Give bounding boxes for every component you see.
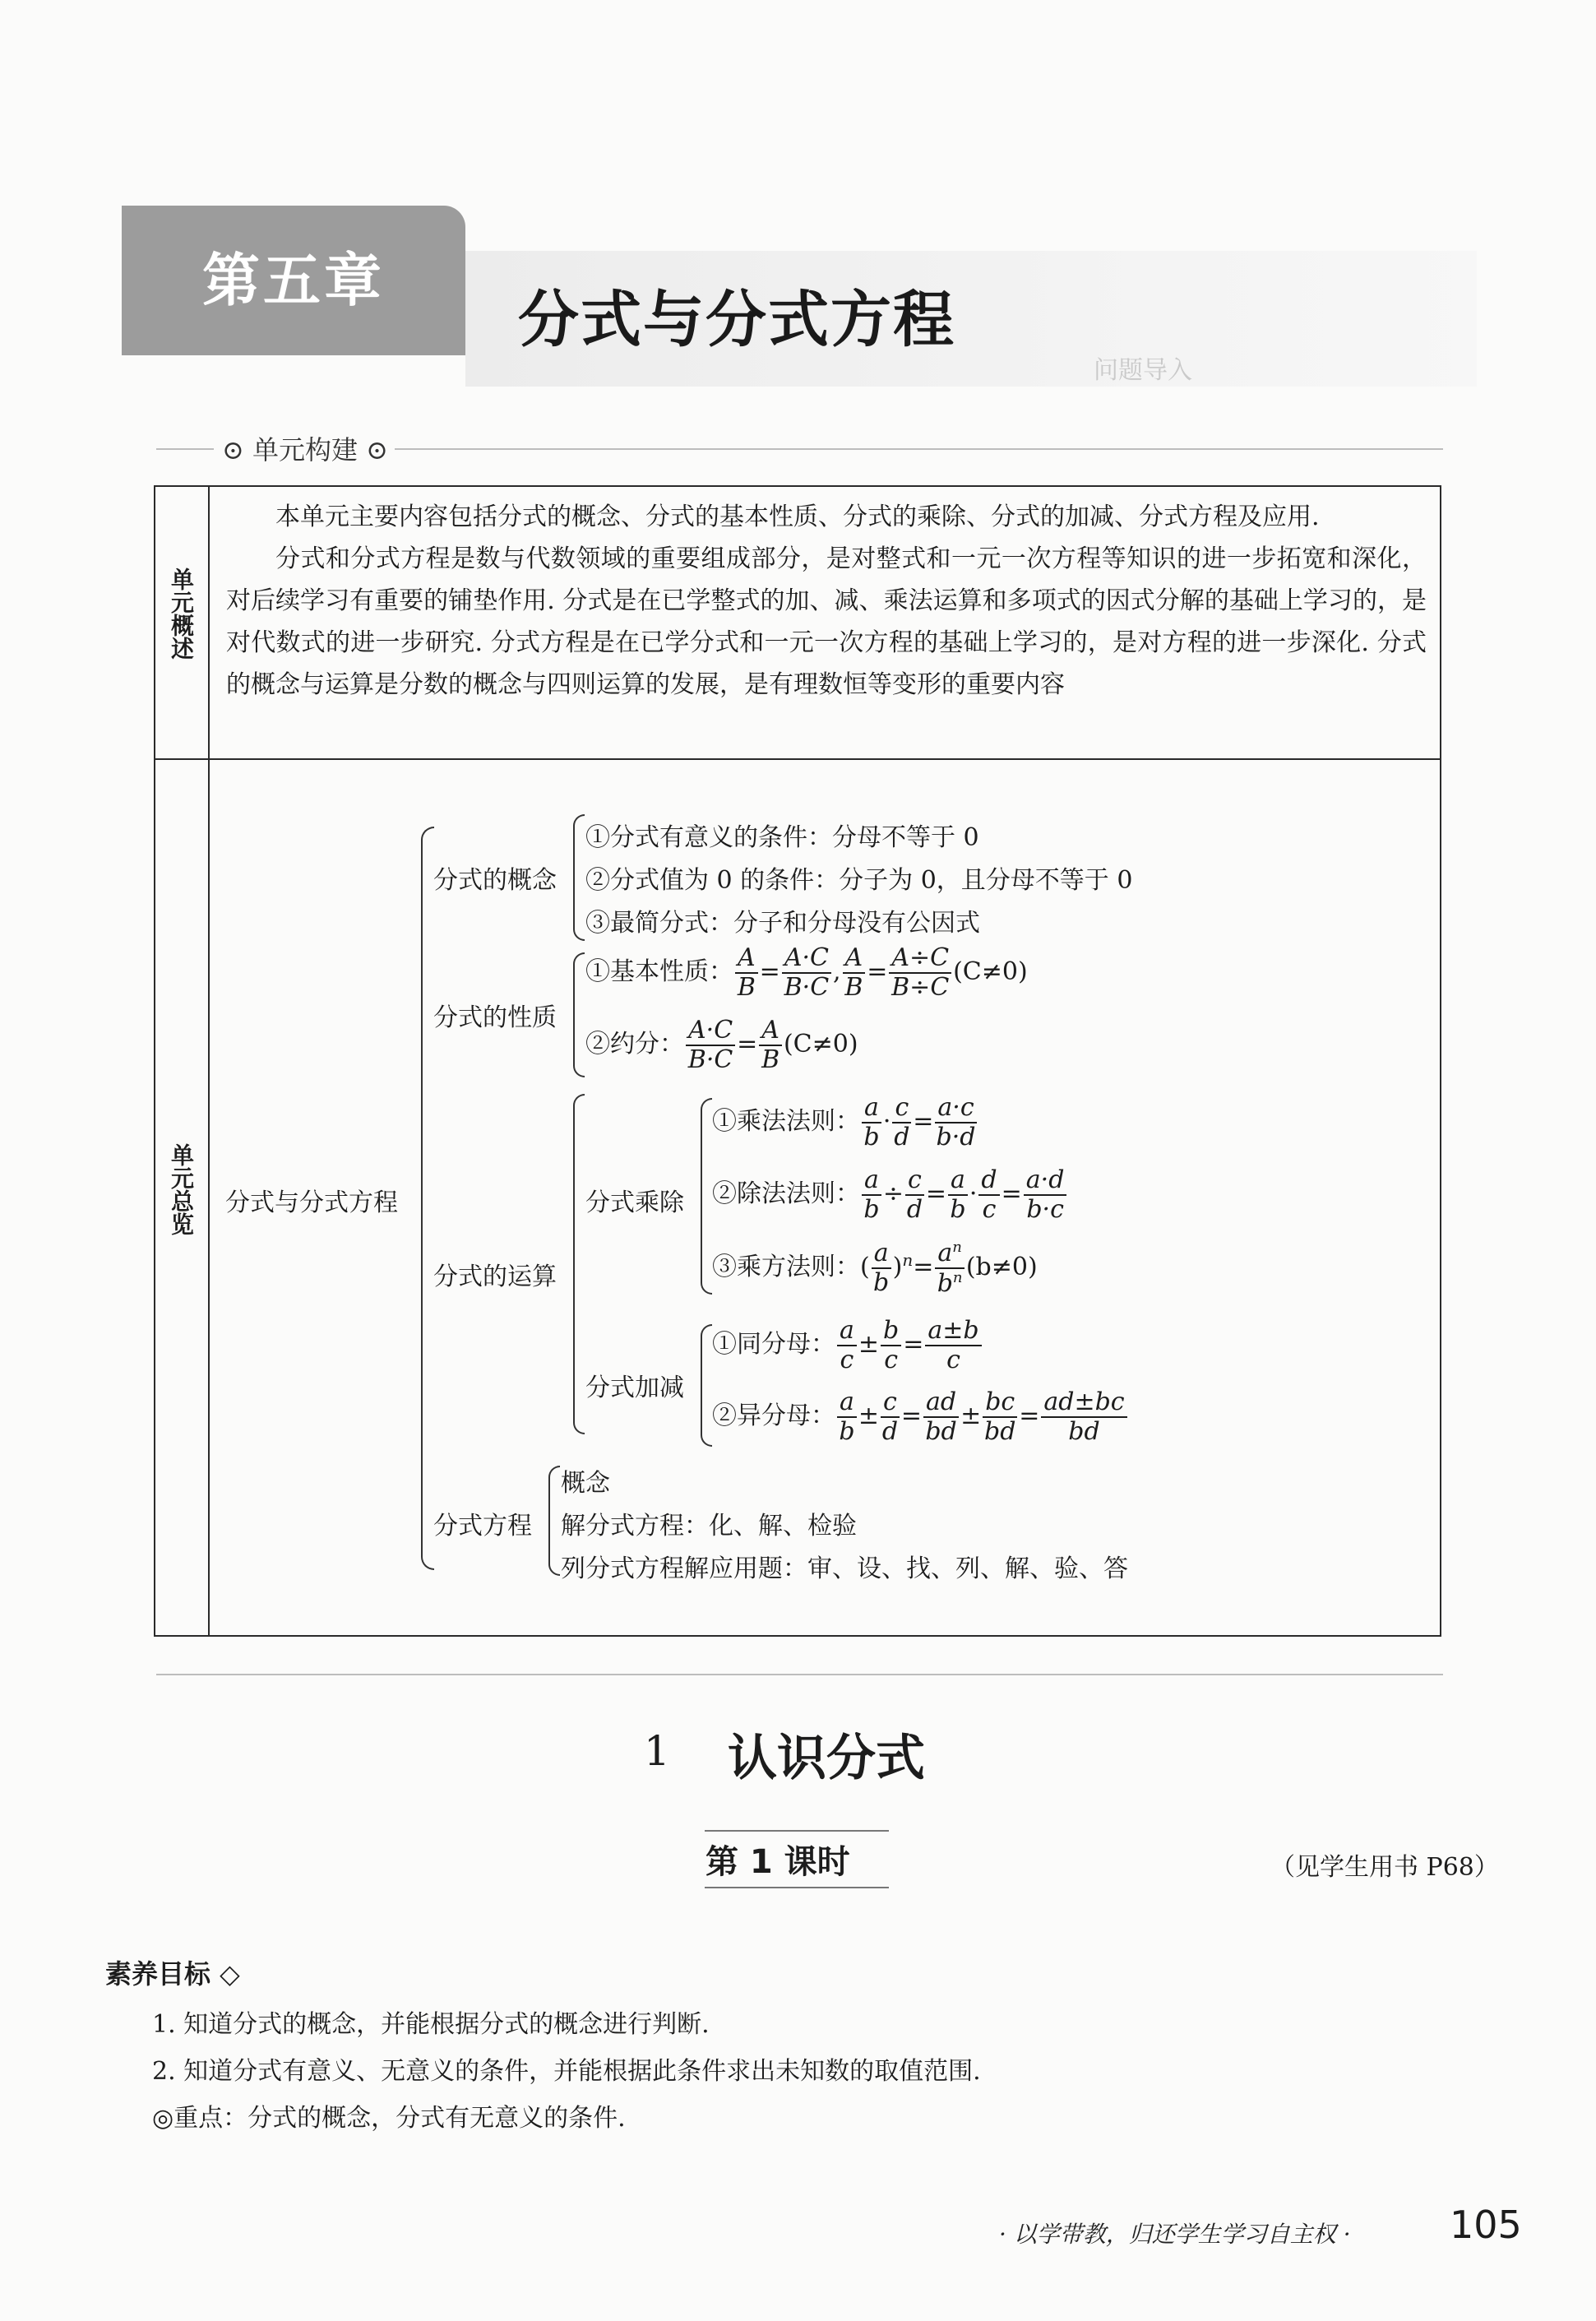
pow-rule-condition: (b≠0) xyxy=(965,1253,1038,1281)
overview-label xyxy=(164,568,197,666)
addsub-title: 分式加减 xyxy=(585,1374,684,1402)
root-brace xyxy=(421,827,434,1570)
same-denominator-rule: ①同分母： $\frac{a}{c}$ ± $\frac{b}{c}$ = $\frac{a\pm b}{c}$ xyxy=(712,1318,983,1373)
period-rule-top xyxy=(705,1830,889,1832)
table-row-divider xyxy=(154,758,1441,760)
div-rule: ②除法法则： $\frac{a}{b}$ ÷ $\frac{c}{d}$ = $\frac{a}{b}$ · $\frac{d}{c}$ = $\frac{a\cdot d}{b\cdot c}$ xyxy=(712,1168,1068,1222)
formula-a-over-b: $\frac{A}{B}$ xyxy=(735,946,758,1000)
formula-reduce-right: $\frac{A}{B}$ xyxy=(759,1018,782,1072)
footer-motto: · 以学带教，归还学生学习自主权 · xyxy=(999,2221,1351,2248)
ops-title: 分式的运算 xyxy=(433,1262,557,1291)
concept-item-3: ③最简分式：分子和分母没有公因式 xyxy=(585,909,980,938)
section-label: ⊙ 单元构建 ⊙ xyxy=(222,434,388,466)
property-basic-condition: (C≠0) xyxy=(953,957,1028,986)
period-rule-bottom xyxy=(705,1887,889,1888)
property-reduce-condition: (C≠0) xyxy=(783,1030,858,1059)
lesson-title: 认识分式 xyxy=(728,1730,925,1787)
formula-a-over-b-2: $\frac{A}{B}$ xyxy=(843,946,866,1000)
formula-ac-over-bc: $\frac{A\cdot C}{B\cdot C}$ xyxy=(782,946,831,1000)
goals-title: 素养目标 ◇ xyxy=(105,1958,240,1990)
property-title: 分式的性质 xyxy=(433,1003,557,1032)
mul-rule: ①乘法法则： $\frac{a}{b}$ · $\frac{c}{d}$ = $\frac{a\cdot c}{b\cdot d}$ xyxy=(712,1093,976,1151)
addsub-brace xyxy=(701,1324,712,1447)
mul-rule-label: ①乘法法则： xyxy=(712,1107,860,1136)
goal-item-1: 1. 知道分式的概念，并能根据分式的概念进行判断. xyxy=(152,2010,710,2039)
formula-reduce-left: $\frac{A\cdot C}{B\cdot C}$ xyxy=(686,1018,735,1072)
section-rule-left xyxy=(156,448,214,450)
chapter-title: 分式与分式方程 xyxy=(518,285,955,355)
chapter-ghost-text: 问题导入 xyxy=(1094,356,1192,385)
equation-item-3: 列分式方程解应用题：审、设、找、列、解、验、答 xyxy=(561,1554,1128,1583)
overview-paragraph-1: 本单元主要内容包括分式的概念、分式的基本性质、分式的乘除、分式的加减、分式方程及应用. xyxy=(275,503,1320,531)
section-bottom-rule xyxy=(156,1674,1443,1675)
property-reduce-label: ②约分： xyxy=(585,1030,684,1059)
same-denominator-label: ①同分母： xyxy=(712,1330,835,1359)
pow-rule-label: ③乘方法则： xyxy=(712,1253,860,1281)
muldiv-brace xyxy=(701,1098,712,1295)
concept-item-1: ①分式有意义的条件：分母不等于 0 xyxy=(585,823,979,852)
lesson-period: 第 1 课时 xyxy=(705,1843,850,1881)
chapter-number: 第五章 xyxy=(202,247,385,314)
formula-adivc-over-bdivc: $\frac{A\div C}{B\div C}$ xyxy=(889,946,951,1000)
equation-item-1: 概念 xyxy=(561,1469,610,1498)
summary-root: 分式与分式方程 xyxy=(225,1188,398,1217)
property-basic-label: ①基本性质： xyxy=(585,957,733,986)
concept-item-2: ②分式值为 0 的条件：分子为 0，且分母不等于 0 xyxy=(585,866,1133,895)
table-column-divider xyxy=(208,485,210,1637)
property-basic: ①基本性质： $\frac{A}{B}$ = $\frac{A\cdot C}{B\cdot C}$ , $\frac{A}{B}$ = $\frac{A\div C}{B\div C}$ (C≠0) xyxy=(585,943,1028,1002)
goal-item-2: 2. 知道分式有意义、无意义的条件，并能根据此条件求出未知数的取值范围. xyxy=(152,2057,981,2086)
diff-denominator-label: ②异分母： xyxy=(712,1401,835,1430)
equation-item-2: 解分式方程：化、解、检验 xyxy=(561,1512,857,1540)
student-book-reference: （见学生用书 P68） xyxy=(1270,1853,1499,1882)
div-rule-label: ②除法法则： xyxy=(712,1179,860,1208)
overview-paragraph-2: 分式和分式方程是数与代数领域的重要组成部分，是对整式和一元一次方程等知识的进一步拓宽和深化，对后续学习有重要的铺垫作用. 分式是在已学整式的加、减、乘法运算和多项式的因式分解的基础上学习的，是对代数式的进一步研究. 分式方程是在已学分式和一元一次方程的基础上学习的，是对方程的进一步深化. 分式的概念与运算是分数的概念与四则运算的发展，是有理数恒等变形的重要内容 xyxy=(226,544,1427,699)
ops-brace xyxy=(573,1094,585,1434)
equation-title: 分式方程 xyxy=(433,1512,532,1540)
property-brace xyxy=(573,952,585,1077)
muldiv-title: 分式乘除 xyxy=(585,1188,684,1217)
summary-label-text: 单元总览 xyxy=(168,1143,195,1235)
page-number: 105 xyxy=(1450,2203,1522,2247)
lesson-number: 1 xyxy=(644,1727,670,1775)
pow-rule: ③乘方法则：( $\frac{a}{b}$ )$^n$= $\frac{a^n}{b^n}$ (b≠0) xyxy=(712,1239,1038,1298)
overview-label-text: 单元概述 xyxy=(168,568,195,660)
concept-title: 分式的概念 xyxy=(433,866,557,895)
goal-focus: ◎重点：分式的概念，分式有无意义的条件. xyxy=(152,2104,626,2133)
diff-denominator-rule: ②异分母： $\frac{a}{b}$ ± $\frac{c}{d}$ = $\frac{ad}{bd}$ ± $\frac{bc}{bd}$ = $\frac{ad\pm bc}{bd}$ xyxy=(712,1390,1129,1444)
section-rule-right xyxy=(395,448,1443,450)
summary-label xyxy=(164,1143,197,1242)
concept-brace xyxy=(573,814,585,941)
equation-brace xyxy=(548,1466,560,1576)
property-reduce: ②约分： $\frac{A\cdot C}{B\cdot C}$ = $\frac{A}{B}$ (C≠0) xyxy=(585,1016,858,1074)
